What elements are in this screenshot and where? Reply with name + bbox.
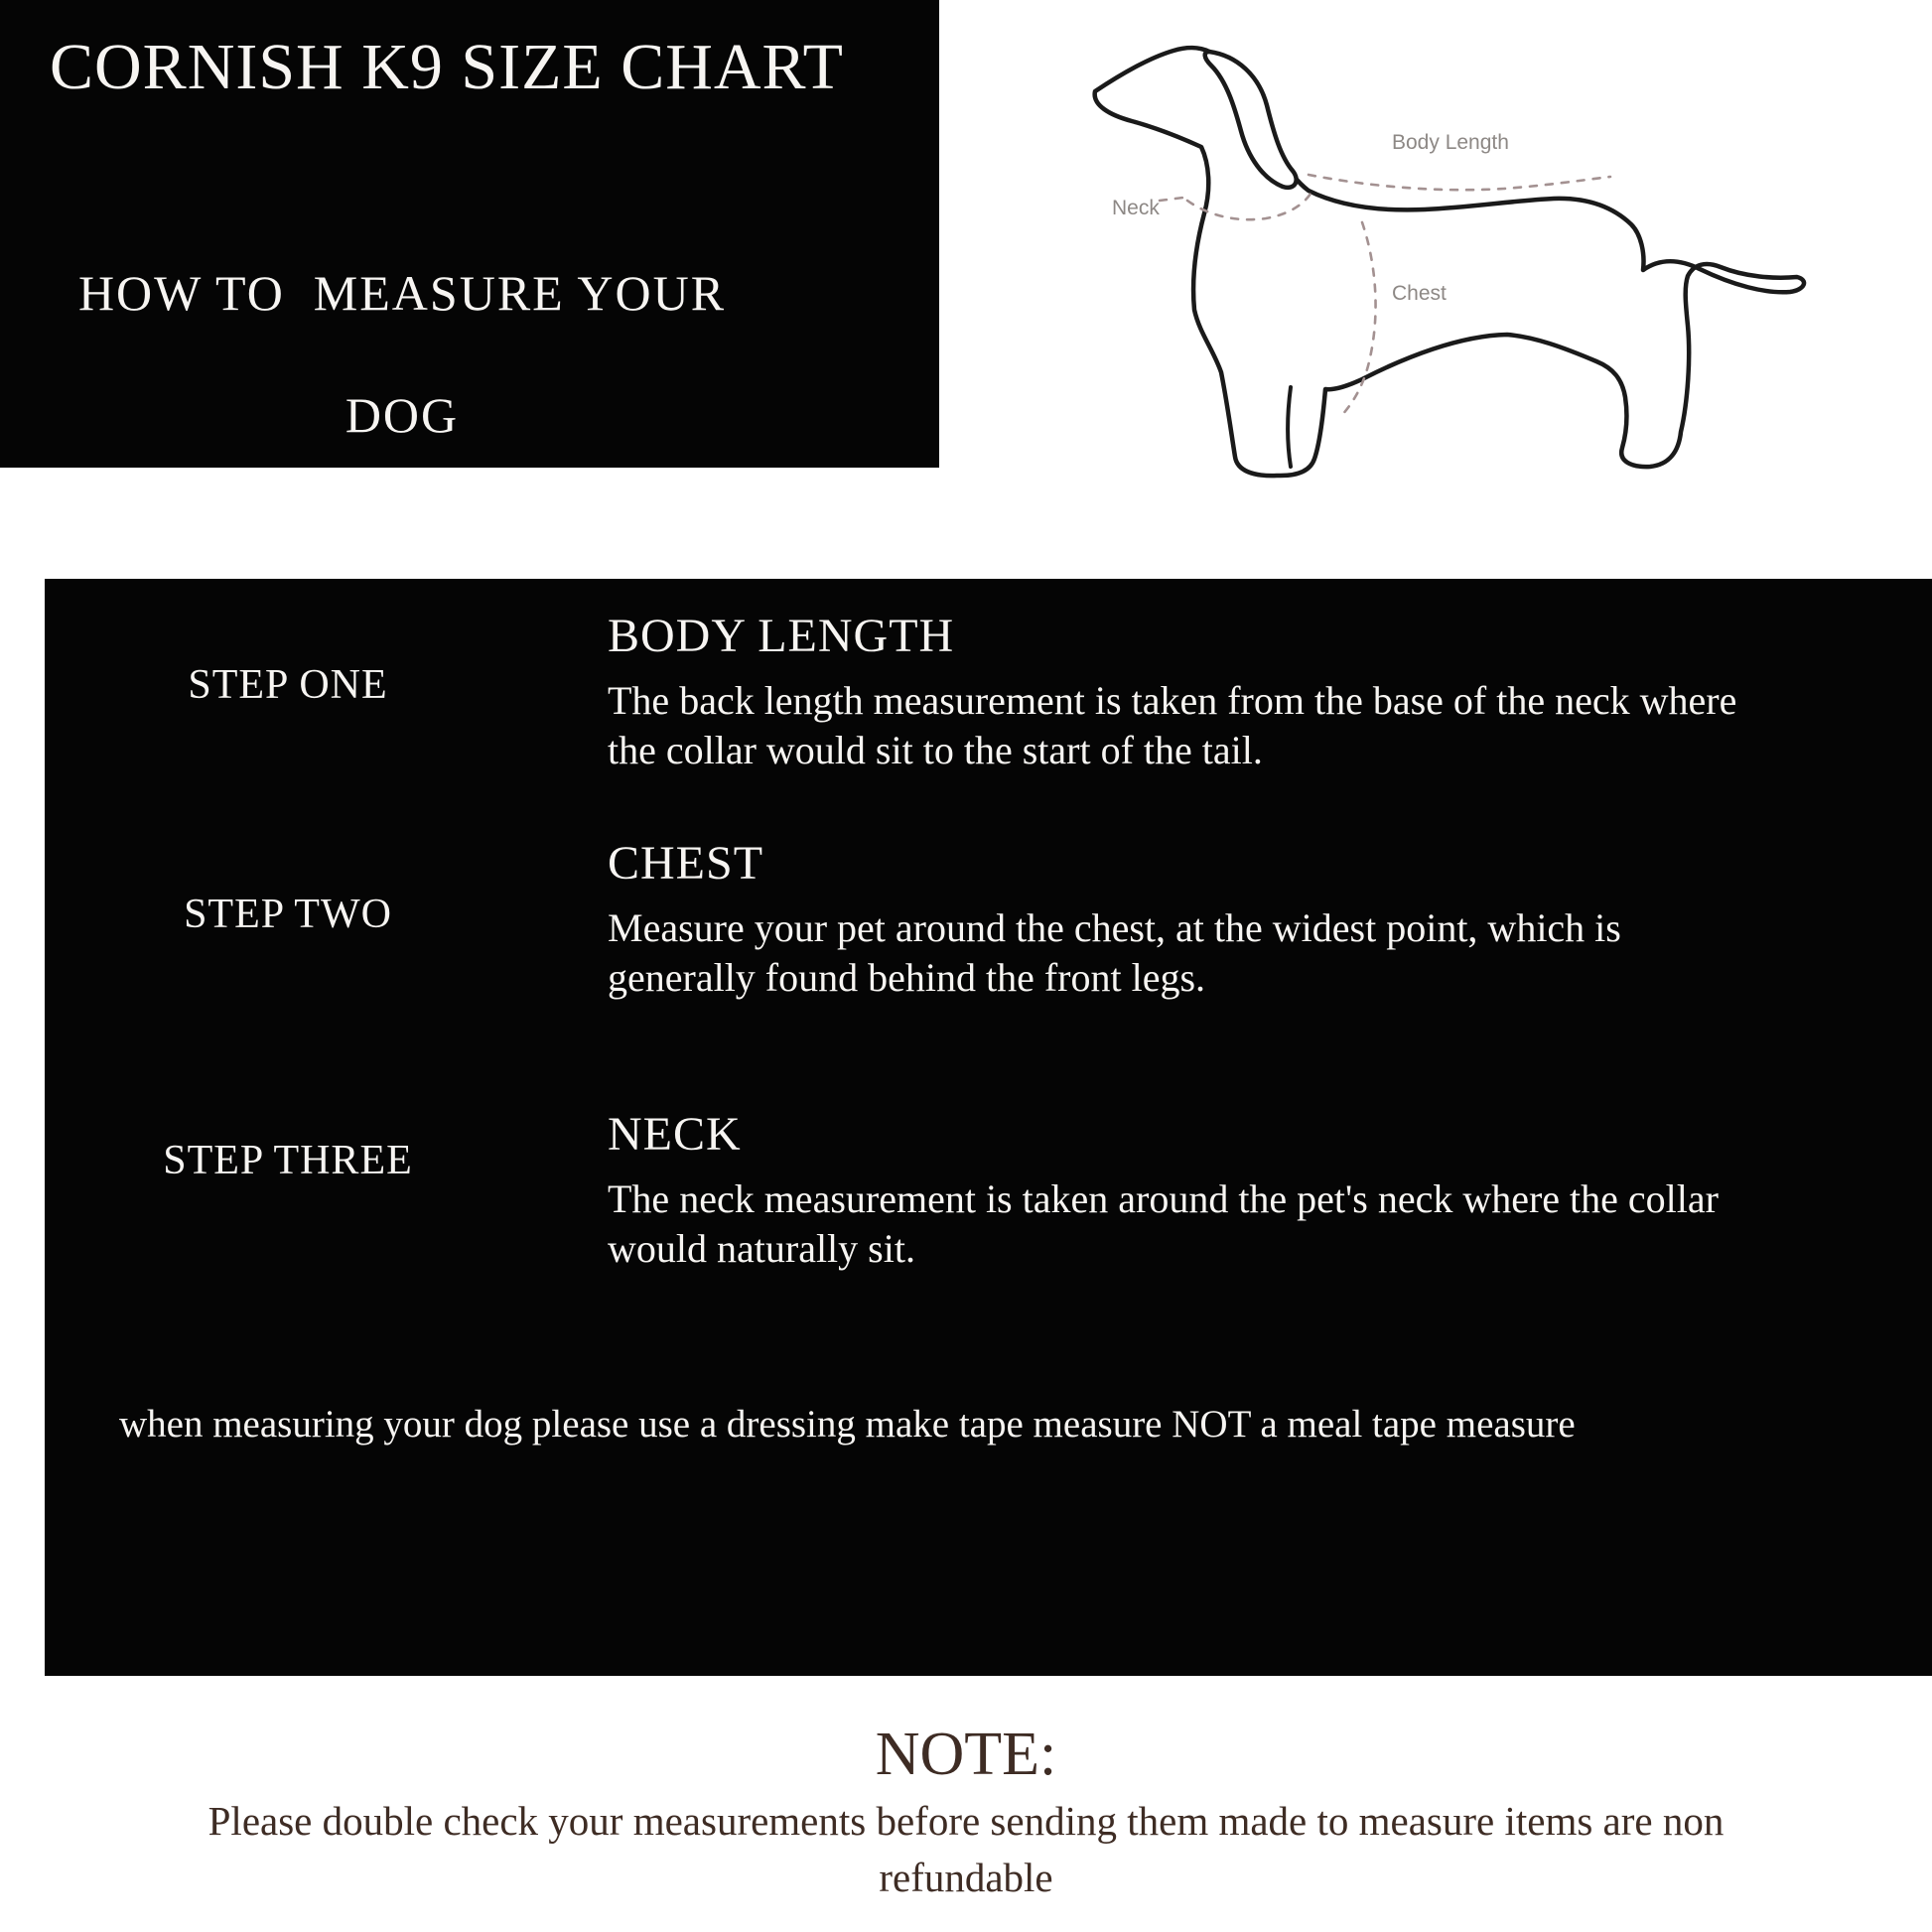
note-heading: NOTE: [875, 1721, 1057, 1788]
body-length-measure-dash [1309, 175, 1610, 190]
step-three-content [608, 1106, 1789, 1274]
chest-label: Chest [1392, 282, 1447, 305]
tape-measure-footnote: when measuring your dog please use a dressing make tape measure NOT a meal tape measure [119, 1403, 1576, 1446]
subtitle-line-2: DOG [345, 387, 460, 443]
dachshund-outline-drawing [1042, 30, 1827, 496]
step-three-description: The neck measurement is taken around the pet's neck where the collar would naturally sit. [608, 1175, 1719, 1271]
step-one-label: STEP ONE [188, 662, 388, 708]
step-three-heading: NECK [608, 1108, 742, 1161]
measuring-steps-panel [45, 579, 1932, 1676]
dog-measurement-diagram [1042, 30, 1827, 496]
note-body-text: Please double check your measurements before sending them made to measure items are non refundable [207, 1798, 1725, 1900]
neck-label: Neck [1112, 197, 1160, 219]
neck-leader-dash [1160, 198, 1183, 201]
step-two-content [608, 835, 1789, 1003]
dog-body-outline [1095, 48, 1804, 476]
subtitle-line-1: HOW TO MEASURE YOUR [77, 265, 727, 321]
body-length-label: Body Length [1392, 131, 1509, 154]
header-panel [0, 0, 939, 468]
page-subtitle [0, 263, 804, 445]
step-one-content [608, 608, 1789, 775]
page-title: CORNISH K9 SIZE CHART [50, 31, 844, 103]
step-three-label: STEP THREE [163, 1138, 413, 1183]
step-two-heading: CHEST [608, 837, 764, 890]
step-two-description: Measure your pet around the chest, at the widest point, which is generally found behind the front legs. [608, 904, 1621, 1000]
step-one-heading: BODY LENGTH [608, 610, 955, 662]
step-two-label: STEP TWO [184, 892, 392, 937]
step-one-description: The back length measurement is taken from the base of the neck where the collar would sit to the start of the tail. [608, 677, 1737, 772]
